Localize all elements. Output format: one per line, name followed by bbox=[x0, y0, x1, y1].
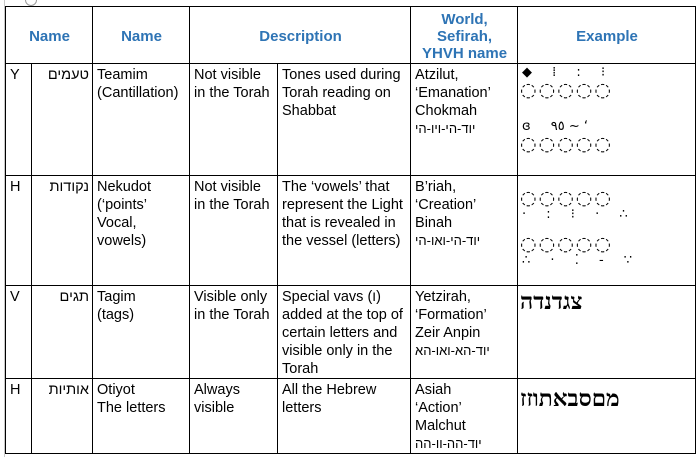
header-world: World, Sefirah, YHVH name bbox=[411, 7, 518, 64]
cantillation-marks-bottom: ɞ ٩٥ ~ ʻ bbox=[522, 119, 589, 134]
row-description: Tones used during Torah reading on Shabbat bbox=[278, 64, 411, 176]
placeholder-circles-bottom: ◌◌◌◌◌ bbox=[520, 233, 613, 255]
row-world-text: B’riah, ‘Creation’ Binah bbox=[415, 179, 477, 231]
row-letter: H bbox=[6, 379, 32, 454]
row-yhvh-name: יוד-הה-וו-הה bbox=[415, 436, 482, 451]
row-letter: V bbox=[6, 286, 32, 379]
row-letter: H bbox=[6, 176, 32, 286]
row-world bbox=[411, 286, 518, 379]
placeholder-circles-top: ◌◌◌◌◌ bbox=[520, 79, 613, 101]
row-world-text: Atzilut, ‘Emanation’ Chokmah bbox=[415, 67, 491, 119]
table-row bbox=[6, 176, 696, 286]
row-description: Special vavs (ו) added at the top of certain letters and visible only in the Torah bbox=[278, 286, 411, 379]
row-name: Teamim (Cantillation) bbox=[93, 64, 190, 176]
header-name: Name bbox=[93, 7, 190, 64]
row-world bbox=[411, 64, 518, 176]
placeholder-circles-bottom: ◌◌◌◌◌ bbox=[520, 133, 613, 155]
vowel-marks-top: · : ⁝ · ∴ bbox=[522, 207, 636, 222]
row-hebrew-name: טעמים bbox=[32, 64, 93, 176]
row-world bbox=[411, 379, 518, 454]
header-example: Example bbox=[518, 7, 696, 64]
row-world bbox=[411, 176, 518, 286]
row-description: The ‘vowels’ that represent the Light that is revealed in the vessel (letters) bbox=[278, 176, 411, 286]
row-example bbox=[518, 379, 696, 454]
hebrew-marks-table bbox=[5, 6, 696, 454]
vowel-marks-bottom: ∴ · ⁚ - ∵ bbox=[522, 253, 641, 268]
row-visibility: Always visible bbox=[190, 379, 278, 454]
row-visibility: Not visible in the Torah bbox=[190, 64, 278, 176]
row-example bbox=[518, 176, 696, 286]
placeholder-circles-top: ◌◌◌◌◌ bbox=[520, 187, 613, 209]
row-name: Nekudot (‘points’ Vocal, vowels) bbox=[93, 176, 190, 286]
table-row bbox=[6, 64, 696, 176]
table-row bbox=[6, 379, 696, 454]
row-hebrew-name: נקודות bbox=[32, 176, 93, 286]
row-example bbox=[518, 64, 696, 176]
row-hebrew-name: תגים bbox=[32, 286, 93, 379]
header-row bbox=[6, 7, 696, 64]
row-name: Otiyot The letters bbox=[93, 379, 190, 454]
row-world-text: Yetzirah, ‘Formation’ Zeir Anpin bbox=[415, 289, 487, 341]
row-description: All the Hebrew letters bbox=[278, 379, 411, 454]
row-visibility: Not visible in the Torah bbox=[190, 176, 278, 286]
row-hebrew-name: אותיות bbox=[32, 379, 93, 454]
row-yhvh-name: יוד-הי-ואו-הי bbox=[415, 233, 481, 248]
row-visibility: Visible only in the Torah bbox=[190, 286, 278, 379]
row-yhvh-name: יוד-הי-ויו-הי bbox=[415, 121, 476, 136]
row-yhvh-name: יוד-הא-ואו-הא bbox=[415, 343, 490, 358]
header-description: Description bbox=[190, 7, 411, 64]
row-example bbox=[518, 286, 696, 379]
hebrew-letters: מםסבאתוזז bbox=[520, 385, 620, 412]
tagim-letters: צגדנדה bbox=[520, 288, 583, 315]
row-letter: Y bbox=[6, 64, 32, 176]
row-world-text: Asiah ‘Action’ Malchut bbox=[415, 382, 466, 434]
row-name: Tagim (tags) bbox=[93, 286, 190, 379]
cantillation-marks-top: ◆ ⁞ : ⁝ bbox=[522, 65, 614, 80]
header-name-hebrew: Name bbox=[6, 7, 93, 64]
table-row bbox=[6, 286, 696, 379]
